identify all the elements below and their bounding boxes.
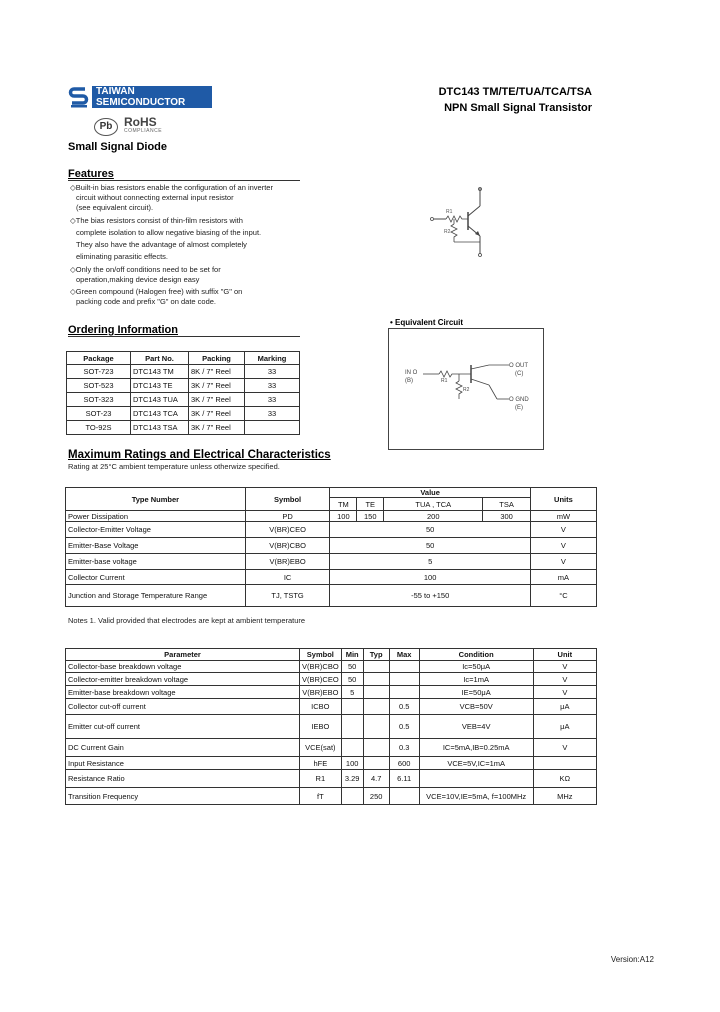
elec-cell: μA (533, 699, 596, 715)
rating-unit: V (530, 554, 596, 570)
rating-value: 50 (330, 522, 530, 538)
elec-cell (389, 788, 419, 805)
feature-line: ◇The bias resistors consist of thin-film resistors with (70, 216, 243, 225)
rating-unit: °C (530, 585, 596, 607)
elec-cell (363, 661, 389, 673)
ordering-header-marking: Marking (245, 352, 300, 365)
ordering-cell: DTC143 TM (131, 365, 189, 379)
table-row (66, 511, 597, 522)
elec-cell (389, 686, 419, 699)
rohs-subtext: COMPLIANCE (124, 128, 163, 134)
rating-value: 5 (330, 554, 530, 570)
eq-in-label: IN O (405, 370, 418, 376)
header-te: TE (357, 498, 384, 511)
elec-cell: KΩ (533, 770, 596, 788)
rating-name: Collector Current (66, 570, 246, 585)
elec-cell: 50 (341, 661, 363, 673)
pb-free-mark: Pb (94, 118, 118, 136)
elec-cell: hFE (300, 757, 342, 770)
company-logo-icon (68, 86, 90, 108)
ordering-cell: 3K / 7" Reel (189, 407, 245, 421)
elec-cell: 3.29 (341, 770, 363, 788)
elec-cell: VCE=10V,IE=5mA, f=100MHz (419, 788, 533, 805)
table-row (67, 379, 300, 393)
max-ratings-subtitle: Rating at 25°C ambient temperature unless otherwize specified. (68, 462, 280, 471)
feature-line: complete isolation to allow negative biasing of the input. (76, 228, 262, 237)
elec-cell: IEBO (300, 715, 342, 739)
category-heading: Small Signal Diode (68, 141, 168, 153)
elec-cell (363, 686, 389, 699)
table-row (66, 673, 597, 686)
rating-name: Emitter-base voltage (66, 554, 246, 570)
ordering-header-row (67, 352, 300, 365)
features-title: Features (68, 168, 114, 180)
table-row (66, 522, 597, 538)
elec-cell: Resistance Ratio (66, 770, 300, 788)
table-row (66, 699, 597, 715)
company-name (92, 86, 212, 108)
table-row (66, 715, 597, 739)
elec-cell: 5 (341, 686, 363, 699)
ordering-cell: 3K / 7" Reel (189, 393, 245, 407)
ordering-rule (68, 336, 300, 337)
ordering-header-part: Part No. (131, 352, 189, 365)
elec-cell: VEB=4V (419, 715, 533, 739)
ordering-cell: 33 (245, 407, 300, 421)
rating-value: 50 (330, 538, 530, 554)
feature-line: ◇Built-in bias resistors enable the configuration of an inverter (70, 183, 273, 192)
feature-line: ◇Green compound (Halogen free) with suffix "G" on (70, 287, 243, 296)
ordering-title: Ordering Information (68, 324, 178, 336)
elec-header-max: Max (389, 649, 419, 661)
elec-cell: 0.5 (389, 699, 419, 715)
part-subtitle: NPN Small Signal Transistor (444, 102, 592, 114)
elec-cell: Collector cut-off current (66, 699, 300, 715)
rating-tsa: 300 (483, 511, 531, 522)
elec-cell: IC=5mA,IB=0.25mA (419, 739, 533, 757)
ordering-cell: DTC143 TCA (131, 407, 189, 421)
elec-cell (363, 757, 389, 770)
header-type-number: Type Number (66, 488, 246, 511)
company-line2: SEMICONDUCTOR (96, 96, 186, 108)
elec-cell: VCB=50V (419, 699, 533, 715)
header-units: Units (530, 488, 596, 511)
rating-symbol: PD (245, 511, 330, 522)
feature-line: (see equivalent circuit). (76, 203, 154, 212)
max-ratings-title: Maximum Ratings and Electrical Characteristics (68, 449, 331, 461)
elec-cell: V(BR)EBO (300, 686, 342, 699)
rating-tua-tca: 200 (384, 511, 483, 522)
ordering-cell: 33 (245, 365, 300, 379)
elec-header-symbol: Symbol (300, 649, 342, 661)
elec-header-min: Min (341, 649, 363, 661)
eq-gnd-sub: (E) (515, 405, 523, 411)
eq-r2-label: R2 (463, 387, 470, 393)
rating-symbol: V(BR)CBO (245, 538, 330, 554)
ordering-cell: DTC143 TE (131, 379, 189, 393)
ordering-cell: SOT-723 (67, 365, 131, 379)
max-ratings-header-row (66, 488, 597, 498)
eq-gnd-label: O GND (509, 397, 529, 403)
elec-cell: Emitter-base breakdown voltage (66, 686, 300, 699)
equivalent-circuit-title: • Equivalent Circuit (390, 318, 464, 327)
rating-unit: V (530, 522, 596, 538)
table-row (66, 686, 597, 699)
header-tm: TM (330, 498, 357, 511)
feature-line: ◇Only the on/off conditions need to be set for (70, 265, 221, 274)
version-label: Version:A12 (610, 955, 654, 964)
elec-cell (363, 715, 389, 739)
feature-line: circuit without connecting external input resistor (76, 193, 234, 202)
elec-cell: 0.3 (389, 739, 419, 757)
elec-cell (341, 739, 363, 757)
elec-cell: fT (300, 788, 342, 805)
ratings-note: Notes 1. Valid provided that electrodes are kept at ambient temperature (68, 616, 306, 625)
elec-cell: 6.11 (389, 770, 419, 788)
table-row (67, 365, 300, 379)
table-row (67, 421, 300, 435)
elec-cell: DC Current Gain (66, 739, 300, 757)
elec-cell: V(BR)CBO (300, 661, 342, 673)
table-row (66, 770, 597, 788)
rating-te: 150 (357, 511, 384, 522)
table-row (67, 393, 300, 407)
feature-line: They also have the advantage of almost completely (76, 240, 247, 249)
rating-value: 100 (330, 570, 530, 585)
ordering-cell (245, 421, 300, 435)
eq-in-sub: (B) (405, 378, 413, 384)
elec-cell (363, 739, 389, 757)
elec-cell: R1 (300, 770, 342, 788)
ordering-cell: 8K / 7" Reel (189, 365, 245, 379)
part-title: DTC143 TM/TE/TUA/TCA/TSA (438, 86, 592, 98)
rating-name: Collector-Emitter Voltage (66, 522, 246, 538)
eq-r1-label: R1 (441, 378, 448, 384)
table-row (66, 538, 597, 554)
elec-cell: Collector-emitter breakdown voltage (66, 673, 300, 686)
table-row (66, 585, 597, 607)
ordering-cell: SOT-523 (67, 379, 131, 393)
rating-unit: V (530, 538, 596, 554)
header-value: Value (330, 488, 530, 498)
elec-cell (341, 715, 363, 739)
elec-cell: IE=50μA (419, 686, 533, 699)
elec-cell: 0.5 (389, 715, 419, 739)
elec-header-parameter: Parameter (66, 649, 300, 661)
ordering-cell: 33 (245, 393, 300, 407)
ordering-cell: TO-92S (67, 421, 131, 435)
table-row (66, 788, 597, 805)
elec-cell: 50 (341, 673, 363, 686)
rating-unit: mA (530, 570, 596, 585)
elec-cell (389, 673, 419, 686)
elec-cell (363, 699, 389, 715)
elec-header-unit: Unit (533, 649, 596, 661)
ordering-cell: DTC143 TSA (131, 421, 189, 435)
max-ratings-table (65, 487, 597, 607)
eq-out-sub: (C) (515, 371, 524, 377)
elec-cell: Ic=1mA (419, 673, 533, 686)
equivalent-circuit-icon (389, 329, 543, 449)
elec-cell: 100 (341, 757, 363, 770)
elec-cell: Ic=50μA (419, 661, 533, 673)
ordering-cell: 33 (245, 379, 300, 393)
elec-cell: V (533, 686, 596, 699)
ordering-header-packing: Packing (189, 352, 245, 365)
feature-line: packing code and prefix "G" on date code. (76, 297, 216, 306)
elec-cell: 600 (389, 757, 419, 770)
rating-unit: mW (530, 511, 596, 522)
ordering-cell: 3K / 7" Reel (189, 421, 245, 435)
company-line1: TAIWAN (96, 86, 135, 97)
ordering-cell: 3K / 7" Reel (189, 379, 245, 393)
table-row (66, 570, 597, 585)
elec-cell: Transition Frequency (66, 788, 300, 805)
elec-cell: Collector-base breakdown voltage (66, 661, 300, 673)
rating-name: Power Dissipation (66, 511, 246, 522)
elec-cell (389, 661, 419, 673)
elec-cell: V(BR)CEO (300, 673, 342, 686)
elec-cell (363, 673, 389, 686)
elec-cell: VCE(sat) (300, 739, 342, 757)
elec-cell: VCE=5V,IC=1mA (419, 757, 533, 770)
table-row (67, 407, 300, 421)
rating-symbol: V(BR)EBO (245, 554, 330, 570)
features-rule (68, 180, 300, 181)
rating-value: -55 to +150 (330, 585, 530, 607)
table-row (66, 554, 597, 570)
elec-cell: 250 (363, 788, 389, 805)
symbol-r2-label: R2 (444, 229, 451, 235)
ordering-header-package: Package (67, 352, 131, 365)
elec-cell (533, 757, 596, 770)
header-tsa: TSA (483, 498, 531, 511)
feature-line: operation,making device design easy (76, 275, 200, 284)
electrical-table (65, 648, 597, 805)
ordering-cell: SOT-23 (67, 407, 131, 421)
elec-cell: μA (533, 715, 596, 739)
rating-symbol: V(BR)CEO (245, 522, 330, 538)
elec-cell: V (533, 739, 596, 757)
table-row (66, 757, 597, 770)
table-row (66, 661, 597, 673)
rating-tm: 100 (330, 511, 357, 522)
elec-header-typ: Typ (363, 649, 389, 661)
rating-symbol: TJ, TSTG (245, 585, 330, 607)
transistor-symbol-icon (424, 186, 496, 258)
equivalent-circuit-box (388, 328, 544, 450)
ordering-cell: SOT-323 (67, 393, 131, 407)
header-symbol: Symbol (245, 488, 330, 511)
elec-cell: Input Resistance (66, 757, 300, 770)
rating-symbol: IC (245, 570, 330, 585)
eq-out-label: O OUT (509, 363, 528, 369)
elec-cell: MHz (533, 788, 596, 805)
rating-name: Junction and Storage Temperature Range (66, 585, 246, 607)
table-row (66, 739, 597, 757)
ordering-cell: DTC143 TUA (131, 393, 189, 407)
header-tua-tca: TUA , TCA (384, 498, 483, 511)
ordering-table (66, 351, 300, 435)
elec-cell: 4.7 (363, 770, 389, 788)
elec-header-condition: Condition (419, 649, 533, 661)
electrical-header-row (66, 649, 597, 661)
elec-cell: V (533, 661, 596, 673)
elec-cell: Emitter cut-off current (66, 715, 300, 739)
rohs-mark: RoHS (124, 115, 157, 129)
elec-cell (419, 770, 533, 788)
elec-cell: V (533, 673, 596, 686)
elec-cell (341, 788, 363, 805)
elec-cell (341, 699, 363, 715)
feature-line: eliminating parasitic effects. (76, 252, 168, 261)
elec-cell: ICBO (300, 699, 342, 715)
rating-name: Emitter-Base Voltage (66, 538, 246, 554)
symbol-r1-label: R1 (446, 209, 453, 215)
